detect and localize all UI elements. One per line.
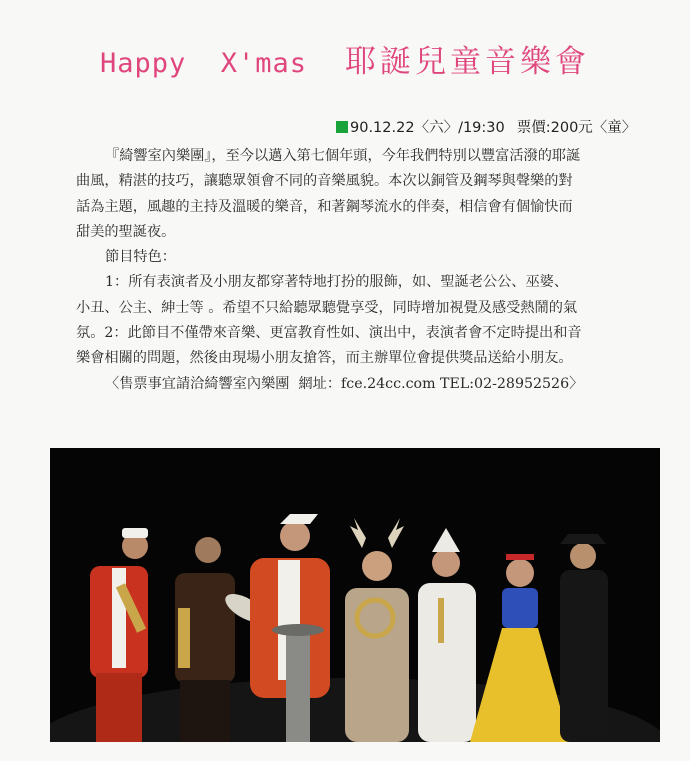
page-title (0, 36, 690, 81)
event-info (336, 116, 666, 137)
performers-illustration (50, 448, 660, 742)
intro-line: 甜美的聖誕夜。 (76, 223, 176, 240)
intro-line: 話為主題，風趣的主持及溫暖的樂音，和著鋼琴流水的伴奏，相信會有個愉快而 (76, 198, 573, 215)
title-english: Happy X'mas (99, 48, 308, 79)
performers-photo (50, 448, 660, 742)
feature-line: 氛。2：此節目不僅帶來音樂、更富教育性如、演出中，表演者會不定時提出和音 (76, 325, 582, 342)
ticket-price: 票價:200元〈童〉 (516, 120, 637, 136)
event-datetime: 90.12.22〈六〉/19:30 (350, 120, 505, 136)
feature-line: 1：所有表演者及小朋友都穿著特地打扮的服飾，如、聖誕老公公、巫婆、 (105, 274, 569, 291)
feature-line: 小丑、公主、紳士等 。希望不只給聽眾聽覺享受，同時增加視覺及感受熱鬧的氣 (76, 299, 578, 316)
article-body (76, 144, 666, 397)
title-chinese: 耶誕兒童音樂會 (345, 44, 591, 80)
intro-line: 『綺響室內樂團』，至今以邁入第七個年頭，今年我們特別以豐富活潑的耶誕 (105, 148, 581, 164)
feature-line: 樂會相關的問題，然後由現場小朋友搶答，而主辦單位會提供獎品送給小朋友。 (76, 350, 573, 367)
green-square-icon (336, 121, 348, 133)
features-heading: 節目特色： (105, 249, 176, 266)
intro-line: 曲風，精湛的技巧，讓聽眾領會不同的音樂風貌。本次以銅管及鋼琴與聲樂的對 (76, 173, 573, 190)
contact-line: 〈售票事宜請洽綺響室內樂團 網址：fce.24cc.com TEL:02-28952526〉 (105, 375, 584, 392)
